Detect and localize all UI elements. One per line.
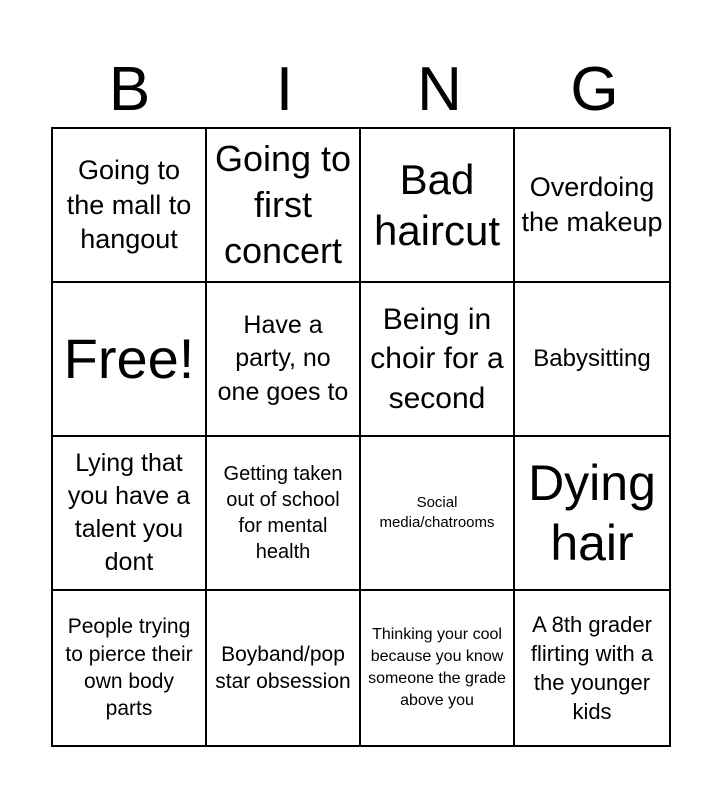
bingo-cell-text: Boyband/pop star obsession <box>215 642 351 693</box>
bingo-cell-text: Getting taken out of school for mental health <box>223 463 343 563</box>
bingo-cell-r4c1[interactable] <box>53 591 207 745</box>
bingo-cell-text: People trying to pierce their own body parts <box>65 615 193 721</box>
bingo-cell-text: Thinking your cool because you know someone the grade above you <box>368 625 506 710</box>
bingo-cell-text: Lying that you have a talent you dont <box>67 448 191 577</box>
bingo-cell-text: Babysitting <box>533 345 651 373</box>
bingo-cell-r2c4[interactable] <box>515 283 669 437</box>
bingo-cell-r1c4[interactable] <box>515 129 669 283</box>
bingo-cell-r1c1[interactable] <box>53 129 207 283</box>
header-letter-b: B <box>108 55 151 124</box>
bingo-cell-r1c3[interactable] <box>361 129 515 283</box>
bingo-cell-r4c2[interactable] <box>207 591 361 745</box>
bingo-cell-text: Free! <box>63 326 195 390</box>
bingo-cell-r4c4[interactable] <box>515 591 669 745</box>
bingo-cell-text: Have a party, no one goes to <box>217 311 349 406</box>
bingo-cell-text: Overdoing the makeup <box>521 172 663 237</box>
bingo-cell-text: Being in choir for a second <box>370 302 504 415</box>
bingo-cell-r1c2[interactable] <box>207 129 361 283</box>
bingo-cell-r2c3[interactable] <box>361 283 515 437</box>
bingo-cell-text: Dying hair <box>528 455 656 571</box>
bingo-cell-r4c3[interactable] <box>361 591 515 745</box>
bingo-header <box>52 52 672 128</box>
bingo-cell-r2c1[interactable] <box>53 283 207 437</box>
bingo-cell-r3c2[interactable] <box>207 437 361 591</box>
bingo-cell-text: Bad haircut <box>373 155 501 254</box>
bingo-grid <box>51 127 671 747</box>
bingo-cell-r2c2[interactable] <box>207 283 361 437</box>
bingo-cell-text: Social media/chatrooms <box>379 493 495 531</box>
bingo-cell-r3c4[interactable] <box>515 437 669 591</box>
header-letter-n: N <box>417 55 462 124</box>
bingo-cell-text: A 8th grader flirting with a the younger kids <box>530 611 654 725</box>
bingo-cell-r3c1[interactable] <box>53 437 207 591</box>
bingo-cell-r3c3[interactable] <box>361 437 515 591</box>
bingo-cell-text: Going to the mall to hangout <box>66 155 192 255</box>
header-letter-i: I <box>275 55 294 124</box>
header-letter-g: G <box>570 55 619 124</box>
bingo-cell-text: Going to first concert <box>214 137 352 272</box>
